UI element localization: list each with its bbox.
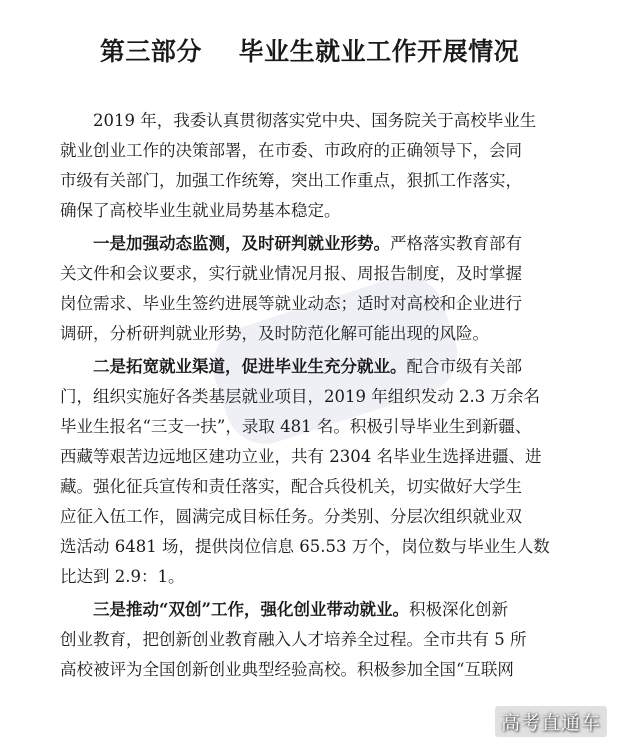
text-run: 配合市级有关部 (406, 357, 522, 376)
text-line: 创业教育，把创新创业教育融入人才培养全过程。全市共有 5 所 (60, 630, 527, 649)
paragraph-innovation (60, 595, 580, 685)
body-text (60, 106, 580, 685)
text-line: 比达到 2.9：1。 (60, 567, 185, 586)
text-run: 严格落实教育部有 (390, 234, 522, 253)
text-line: 就业创业工作的决策部署，在市委、市政府的正确领导下，会同 (60, 141, 522, 160)
paragraph-monitoring (60, 229, 580, 349)
corner-watermark: 高考直通车 (495, 706, 607, 737)
text-line: 确保了高校毕业生就业局势基本稳定。 (60, 201, 341, 220)
text-line: 选活动 6481 场，提供岗位信息 65.53 万个，岗位数与毕业生人数 (60, 537, 550, 556)
text-line: 西藏等艰苦边远地区建功立业，共有 2304 名毕业生选择进疆、进 (60, 447, 542, 466)
section-title: 第三部分 毕业生就业工作开展情况 (99, 37, 520, 66)
text-line (60, 229, 580, 259)
text-line: 高校被评为全国创新创业典型经验高校。积极参加全国“互联网 (60, 660, 514, 679)
text-line: 市级有关部门，加强工作统筹，突出工作重点，狠抓工作落实， (60, 171, 522, 190)
paragraph-intro (60, 106, 580, 226)
paragraph-lead: 三是推动“双创”工作，强化创业带动就业。 (93, 600, 409, 619)
text-line: 2019 年，我委认真贯彻落实党中央、国务院关于高校毕业生 (93, 111, 537, 130)
text-line: 调研，分析研判就业形势，及时防范化解可能出现的风险。 (60, 324, 489, 343)
text-line: 关文件和会议要求，实行就业情况月报、周报告制度，及时掌握 (60, 264, 522, 283)
text-line: 应征入伍工作，圆满完成目标任务。分类别、分层次组织就业双 (60, 507, 522, 526)
text-line: 毕业生报名“三支一扶”，录取 481 名。积极引导毕业生到新疆、 (60, 417, 532, 436)
paragraph-lead: 二是拓宽就业渠道，促进毕业生充分就业。 (93, 357, 407, 376)
text-line (60, 352, 580, 382)
text-line (60, 595, 580, 625)
text-run: 积极深化创新 (408, 600, 508, 619)
text-line: 门，组织实施好各类基层就业项目，2019 年组织发动 2.3 万余名 (60, 387, 540, 406)
text-line: 藏。强化征兵宣传和责任落实，配合兵役机关，切实做好大学生 (60, 477, 522, 496)
paragraph-channels (60, 352, 580, 592)
text-line: 岗位需求、毕业生签约进展等就业动态；适时对高校和企业进行 (60, 294, 522, 313)
paragraph-lead: 一是加强动态监测，及时研判就业形势。 (93, 234, 390, 253)
